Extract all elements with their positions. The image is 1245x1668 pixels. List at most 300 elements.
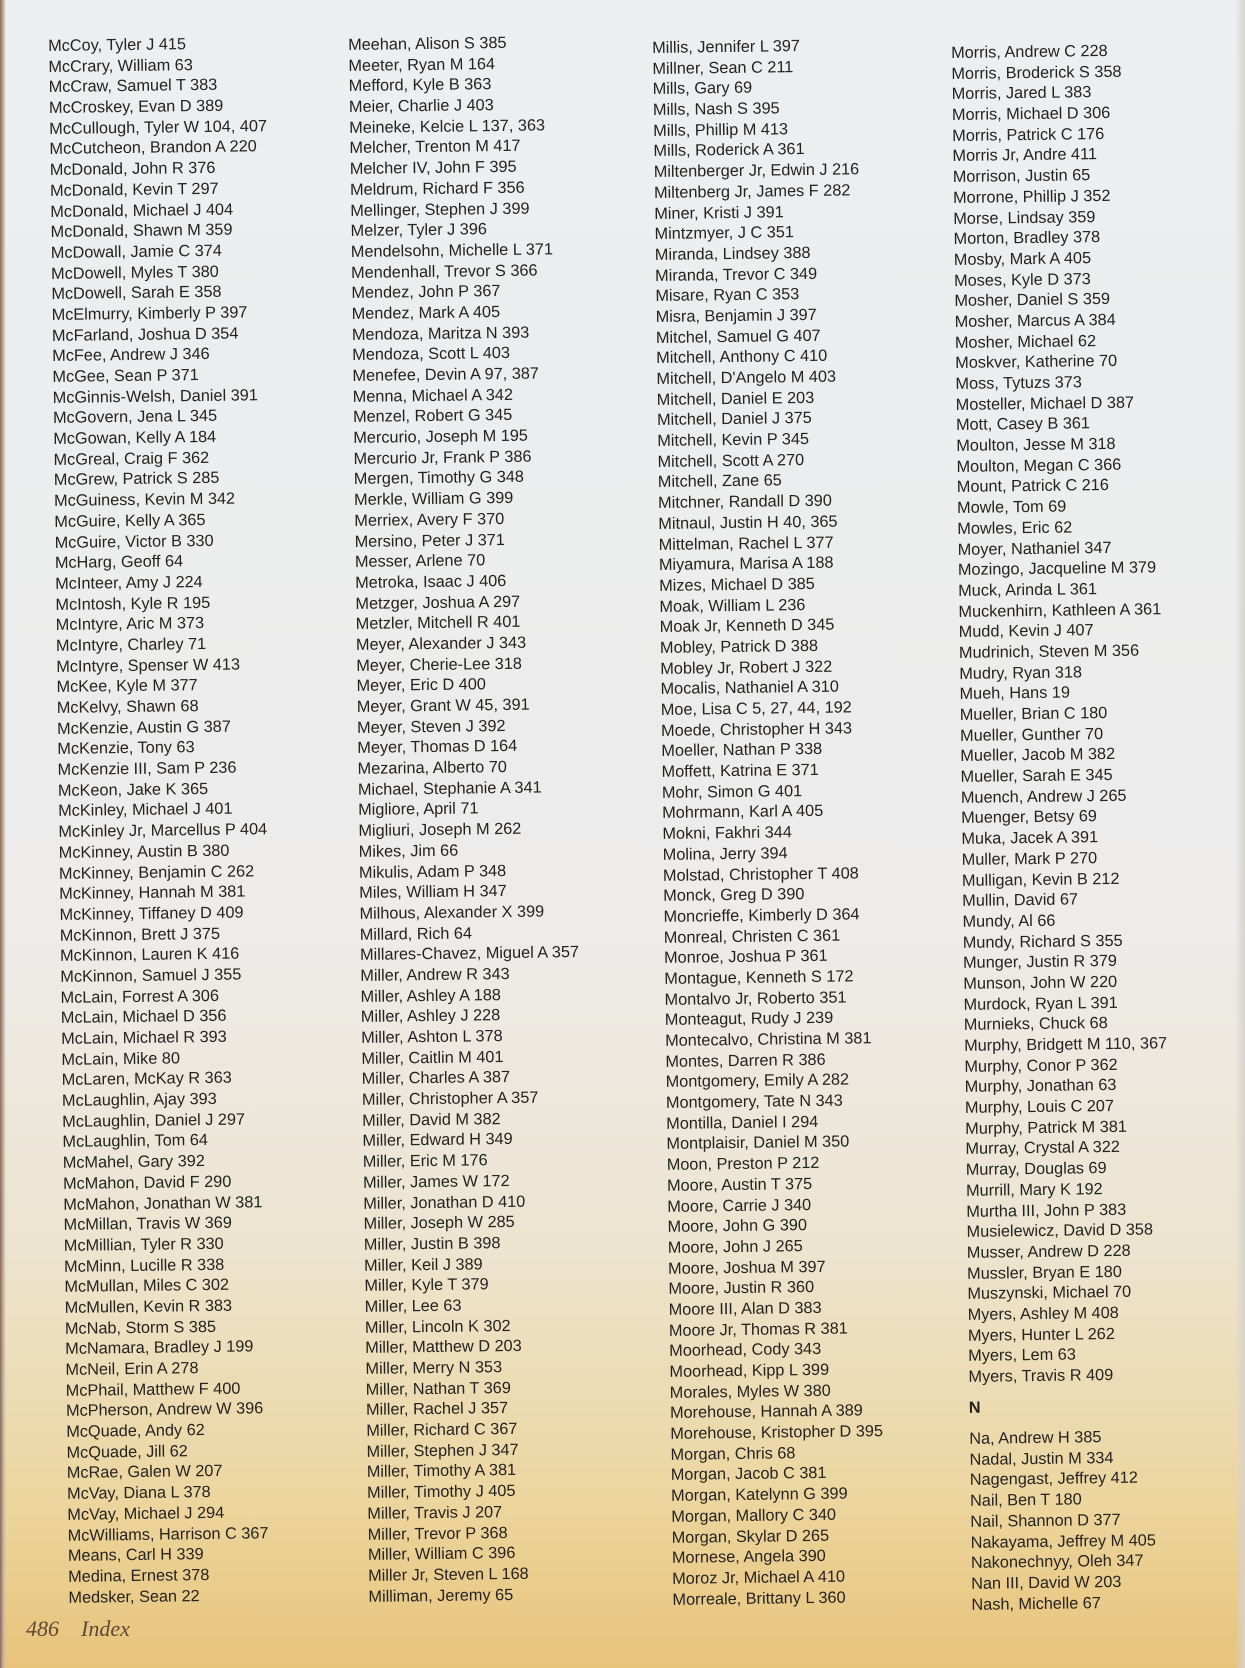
index-entry: McMahon, David F 290 — [62, 1172, 232, 1193]
index-entry: Migliuri, Joseph M 262 — [358, 819, 522, 841]
index-entry: Moore III, Alan D 383 — [668, 1298, 822, 1319]
index-entry: Monreal, Christen C 361 — [663, 926, 841, 947]
index-entry: Moore, John J 265 — [667, 1237, 803, 1257]
index-entry: McFarland, Joshua D 354 — [51, 324, 239, 345]
index-entry: Mills, Gary 69 — [652, 79, 753, 99]
index-entry: Mosher, Michael 62 — [954, 331, 1097, 352]
index-entry: Montilla, Daniel I 294 — [666, 1112, 819, 1133]
index-entry: McKinnon, Samuel J 355 — [60, 965, 242, 986]
index-entry: Morris, Michael D 306 — [951, 103, 1111, 125]
index-entry: Murrill, Mary K 192 — [965, 1179, 1103, 1200]
index-entry: Moroz Jr, Michael A 410 — [672, 1567, 846, 1588]
section-letter-heading: N — [968, 1398, 981, 1417]
index-entry: McMillan, Travis W 369 — [63, 1213, 232, 1235]
index-entry: Mezarina, Alberto 70 — [357, 758, 508, 778]
index-entry: Miller, Lincoln K 302 — [364, 1316, 511, 1337]
index-entry: Moe, Lisa C 5, 27, 44, 192 — [660, 698, 852, 719]
index-entry: Messer, Arlene 70 — [354, 551, 486, 572]
index-entry: McGuire, Kelly A 365 — [54, 510, 206, 531]
index-entry: Miner, Kristi J 391 — [654, 202, 784, 223]
index-entry: McKenzie, Tony 63 — [57, 738, 195, 759]
index-entry: Menefee, Devin A 97, 387 — [352, 364, 540, 385]
index-entry: Mosher, Daniel S 359 — [954, 290, 1111, 311]
index-entry: Miller, James W 172 — [362, 1171, 510, 1192]
index-entry: Mueller, Brian C 180 — [959, 704, 1108, 724]
index-entry: Na, Andrew H 385 — [969, 1428, 1102, 1448]
index-entry: Meyer, Cherie-Lee 318 — [356, 654, 522, 675]
index-entry: Mercurio, Joseph M 195 — [353, 426, 529, 448]
index-entry: Moorhead, Cody 343 — [669, 1340, 822, 1361]
index-entry: McCutcheon, Brandon A 220 — [49, 137, 257, 159]
index-entry: Moore, Joshua M 397 — [667, 1257, 826, 1278]
index-entry: McMullen, Kevin R 383 — [64, 1296, 233, 1317]
index-entry: McQuade, Jill 62 — [66, 1442, 188, 1462]
index-entry: McHarg, Geoff 64 — [54, 552, 184, 573]
index-entry: McRae, Galen W 207 — [66, 1462, 223, 1483]
index-entry: McGuire, Victor B 330 — [54, 531, 214, 552]
index-entry: Morris, Broderick S 358 — [951, 62, 1122, 83]
index-entry: Mitchell, Scott A 270 — [657, 450, 805, 471]
index-entry: Mitnaul, Justin H 40, 365 — [658, 512, 838, 533]
index-column-2 — [348, 32, 588, 1607]
index-entry: Moon, Preston P 212 — [666, 1154, 820, 1175]
index-entry: Muenger, Betsy 69 — [961, 807, 1098, 828]
index-entry: Mintzmyer, J C 351 — [654, 223, 795, 244]
index-entry: Miller, Ashley A 188 — [360, 985, 501, 1006]
index-entry: McKinney, Hannah M 381 — [59, 882, 246, 904]
index-entry: Mizes, Michael D 385 — [659, 574, 815, 595]
index-entry: McKinnon, Lauren K 416 — [59, 944, 240, 966]
index-entry: Montes, Darren R 386 — [665, 1050, 826, 1071]
page-edge-shadow — [1235, 0, 1245, 1668]
index-entry: Meyer, Thomas D 164 — [357, 737, 518, 758]
index-entry: Mergen, Timothy G 348 — [353, 468, 525, 489]
index-entry: McKinley Jr, Marcellus P 404 — [58, 820, 268, 842]
index-entry: McMillian, Tyler R 330 — [63, 1234, 224, 1255]
index-entry: Miller, Eric M 176 — [362, 1151, 488, 1172]
index-column-4 — [951, 40, 1175, 1615]
index-entry: McDowell, Myles T 380 — [50, 262, 219, 283]
index-entry: Morgan, Jacob C 381 — [670, 1464, 827, 1485]
index-entry: Montplaisir, Daniel M 350 — [666, 1132, 850, 1154]
index-entry: McNab, Storm S 385 — [64, 1317, 217, 1338]
index-entry: Mueller, Sarah E 345 — [960, 766, 1113, 786]
index-entry: Morehouse, Kristopher D 395 — [670, 1422, 884, 1443]
index-entry: McCullough, Tyler W 104, 407 — [49, 116, 268, 138]
index-entry: McKenzie III, Sam P 236 — [57, 758, 237, 779]
index-entry: Moore Jr, Thomas R 381 — [668, 1319, 848, 1340]
index-entry: McDonald, Michael J 404 — [50, 200, 234, 221]
index-entry: Murphy, Patrick M 381 — [965, 1117, 1127, 1138]
index-entry: Menna, Michael A 342 — [352, 385, 514, 406]
index-entry: McDowell, Sarah E 358 — [51, 283, 222, 304]
index-entry: Miranda, Trevor C 349 — [654, 264, 818, 285]
index-entry: Melzer, Tyler J 396 — [350, 220, 488, 241]
index-entry: Moore, Justin R 360 — [668, 1278, 815, 1299]
index-entry: Meyer, Eric D 400 — [356, 675, 487, 696]
index-entry: Mowles, Eric 62 — [957, 518, 1073, 538]
index-entry: Mohrmann, Karl A 405 — [662, 802, 824, 823]
index-entry: Merriex, Avery F 370 — [354, 509, 505, 530]
index-entry: Monteagut, Rudy J 239 — [664, 1009, 834, 1030]
index-entry: Mikes, Jim 66 — [358, 841, 459, 861]
index-entry: McQuade, Andy 62 — [66, 1421, 205, 1441]
index-entry: Mills, Nash S 395 — [652, 99, 780, 120]
index-entry: McGreal, Craig F 362 — [53, 448, 210, 469]
index-entry: McDonald, Kevin T 297 — [49, 179, 219, 200]
index-column-1 — [48, 33, 286, 1608]
index-entry: Nadal, Justin M 334 — [969, 1448, 1114, 1469]
index-entry: Millis, Jennifer L 397 — [652, 37, 801, 57]
index-entry: McCraw, Samuel T 383 — [48, 76, 218, 97]
index-entry: Miller, Jonathan D 410 — [363, 1192, 526, 1213]
index-entry: Monroe, Joshua P 361 — [663, 947, 828, 968]
index-entry: Mussler, Bryan E 180 — [966, 1262, 1122, 1283]
index-entry: Moore, John G 390 — [667, 1216, 808, 1237]
index-entry: Medina, Ernest 378 — [68, 1565, 210, 1586]
index-entry: Morgan, Mallory C 340 — [671, 1505, 837, 1526]
index-entry: Metzler, Mitchell R 401 — [355, 613, 521, 634]
index-entry: Metzger, Joshua A 297 — [355, 592, 521, 613]
index-entry: McLain, Mike 80 — [61, 1049, 181, 1069]
index-entry: McKinley, Michael J 401 — [58, 800, 233, 821]
index-entry: Murdock, Ryan L 391 — [963, 993, 1118, 1014]
index-entry: Mullin, David 67 — [962, 890, 1079, 911]
index-entry: Miyamura, Marisa A 188 — [658, 553, 834, 575]
index-entry: Moede, Christopher H 343 — [660, 719, 853, 740]
index-entry: Morrone, Phillip J 352 — [952, 186, 1111, 207]
index-entry: Murray, Douglas 69 — [965, 1159, 1107, 1180]
index-entry: Murtha III, John P 383 — [966, 1200, 1127, 1221]
index-entry: Moffett, Katrina E 371 — [661, 760, 819, 781]
index-entry: McLaughlin, Ajay 393 — [61, 1089, 217, 1110]
index-entry: Mount, Patrick C 216 — [956, 476, 1109, 497]
index-entry: Morris, Andrew C 228 — [951, 41, 1108, 62]
index-entry: Mott, Casey B 361 — [955, 414, 1091, 435]
index-entry: McDonald, Shawn M 359 — [50, 220, 233, 242]
index-entry: Muench, Andrew J 265 — [960, 786, 1127, 807]
index-entry: McLain, Michael R 393 — [61, 1027, 227, 1048]
index-entry: Miller, Christopher A 357 — [361, 1088, 539, 1109]
index-entry: Munger, Justin R 379 — [962, 952, 1118, 973]
index-entry: Morgan, Chris 68 — [670, 1443, 796, 1464]
index-entry: Miller, Keil J 389 — [363, 1254, 483, 1275]
index-entry: Misare, Ryan C 353 — [655, 285, 800, 306]
index-entry: Michael, Stephanie A 341 — [357, 778, 542, 799]
index-entry: Murphy, Conor P 362 — [964, 1055, 1118, 1076]
index-entry: McElmurry, Kimberly P 397 — [51, 303, 248, 324]
index-entry: Mobley, Patrick D 388 — [659, 636, 819, 657]
index-entry: Nakonechnyy, Oleh 347 — [970, 1551, 1144, 1573]
index-entry: McKinney, Benjamin C 262 — [58, 861, 255, 883]
index-entry: McLaren, McKay R 363 — [61, 1069, 232, 1090]
index-entry: Miller, William C 396 — [367, 1544, 516, 1565]
index-entry: Miller, Merry N 353 — [365, 1358, 503, 1378]
index-entry: McCoy, Tyler J 415 — [48, 35, 187, 55]
index-entry: Mueller, Jacob M 382 — [960, 745, 1116, 766]
index-entry: Mellinger, Stephen J 399 — [350, 199, 530, 220]
index-entry: McKinnon, Brett J 375 — [59, 924, 221, 945]
index-entry: Muller, Mark P 270 — [961, 848, 1098, 869]
index-entry: Mercurio Jr, Frank P 386 — [353, 447, 532, 468]
index-entry: Mulligan, Kevin B 212 — [961, 869, 1120, 890]
index-entry: McPherson, Andrew W 396 — [65, 1399, 264, 1421]
index-entry: Milliman, Jeremy 65 — [368, 1585, 514, 1606]
page-number: 486 — [26, 1616, 59, 1641]
index-entry: Miller, Kyle T 379 — [364, 1275, 489, 1296]
index-entry: Millner, Sean C 211 — [652, 57, 794, 78]
index-entry: Moore, Austin T 375 — [666, 1174, 813, 1195]
index-entry: McKinney, Tiffaney D 409 — [59, 903, 244, 924]
index-entry: McNamara, Bradley J 199 — [65, 1337, 254, 1359]
index-entry: Miller, Ashley J 228 — [360, 1006, 501, 1027]
index-entry: Murphy, Louis C 207 — [964, 1097, 1115, 1117]
index-entry: McKinney, Austin B 380 — [58, 841, 230, 862]
index-entry: Mendoza, Maritza N 393 — [351, 323, 530, 344]
index-entry: McIntosh, Kyle R 195 — [55, 593, 211, 614]
index-entry: Moorhead, Kipp L 399 — [669, 1360, 830, 1381]
index-entry: McMahel, Gary 392 — [62, 1152, 205, 1173]
index-entry: Mohr, Simon G 401 — [661, 781, 803, 802]
index-entry: Mobley Jr, Robert J 322 — [660, 657, 833, 678]
index-entry: Montalvo Jr, Roberto 351 — [664, 988, 847, 1009]
index-entry: Murnieks, Chuck 68 — [963, 1014, 1108, 1035]
index-entry: Migliore, April 71 — [358, 799, 479, 820]
index-entry: Miles, William H 347 — [359, 882, 507, 903]
index-entry: McVay, Diana L 378 — [66, 1483, 211, 1503]
index-entry: Mitchel, Samuel G 407 — [655, 326, 821, 347]
index-entry: McGinnis-Welsh, Daniel 391 — [52, 385, 258, 407]
index-entry: Moskver, Katherine 70 — [955, 352, 1118, 373]
index-entry: Morgan, Katelynn G 399 — [670, 1484, 848, 1505]
index-entry: Nakayama, Jeffrey M 405 — [970, 1530, 1156, 1552]
index-entry: Means, Carl H 339 — [67, 1545, 204, 1566]
index-entry: Murray, Crystal A 322 — [965, 1138, 1121, 1159]
index-entry: McFee, Andrew J 346 — [52, 345, 210, 366]
index-entry: McLain, Michael D 356 — [60, 1007, 227, 1028]
index-entry: Murphy, Bridgett M 110, 367 — [964, 1034, 1168, 1055]
index-entry: Miller, Matthew D 203 — [365, 1337, 522, 1358]
index-entry: Menzel, Robert G 345 — [352, 406, 513, 427]
index-entry: Morrison, Justin 65 — [952, 166, 1091, 187]
index-entry: Mosby, Mark A 405 — [953, 249, 1092, 269]
index-entry: Miller, Travis J 207 — [367, 1502, 503, 1523]
index-entry: Mitchell, Anthony C 410 — [656, 347, 828, 368]
index-entry: Moak, William L 236 — [659, 595, 806, 616]
index-entry: Meyer, Alexander J 343 — [355, 633, 527, 654]
index-entry: Millard, Rich 64 — [359, 924, 473, 944]
index-entry: Moak Jr, Kenneth D 345 — [659, 615, 835, 637]
index-entry: Nagengast, Jeffrey 412 — [969, 1469, 1138, 1490]
index-entry: Nail, Shannon D 377 — [970, 1510, 1121, 1531]
index-entry: Miller, Timothy A 381 — [366, 1461, 517, 1482]
index-entry: Misra, Benjamin J 397 — [655, 305, 817, 326]
index-entry: Milhous, Alexander X 399 — [359, 902, 545, 923]
index-entry: Miller, Joseph W 285 — [363, 1213, 515, 1234]
index-entry: Nan III, David W 203 — [971, 1572, 1122, 1593]
index-entry: Miller, Rachel J 357 — [365, 1399, 509, 1420]
index-entry: McMahon, Jonathan W 381 — [63, 1192, 263, 1214]
index-entry: Mendenhall, Trevor S 366 — [350, 261, 538, 282]
index-entry: Musielewicz, David D 358 — [966, 1220, 1154, 1242]
index-entry: Mitchell, Kevin P 345 — [657, 430, 810, 451]
index-entry: McWilliams, Harrison C 367 — [67, 1523, 269, 1545]
index-entry: Nail, Ben T 180 — [969, 1490, 1082, 1511]
index-entry: Mikulis, Adam P 348 — [358, 861, 507, 882]
index-entry: McKenzie, Austin G 387 — [56, 717, 231, 738]
index-entry: Mefford, Kyle B 363 — [348, 75, 492, 96]
index-entry: Montague, Kenneth S 172 — [664, 967, 854, 988]
index-entry: Meier, Charlie J 403 — [348, 96, 494, 117]
page-footer — [26, 1616, 130, 1642]
index-entry: Myers, Ashley M 408 — [967, 1303, 1119, 1324]
index-entry: Miller, Timothy J 405 — [366, 1482, 516, 1502]
index-entry: Meldrum, Richard F 356 — [349, 178, 525, 199]
index-entry: Moore, Carrie J 340 — [667, 1195, 812, 1216]
index-entry: Molstad, Christopher T 408 — [662, 863, 859, 885]
index-entry: Morris, Jared L 383 — [951, 83, 1092, 104]
index-entry: Mills, Roderick A 361 — [653, 140, 805, 161]
index-entry: Miller, Stephen J 347 — [366, 1440, 519, 1461]
index-entry: Miltenberg Jr, James F 282 — [653, 181, 851, 202]
index-entry: Millares-Chavez, Miguel A 357 — [359, 943, 580, 965]
index-entry: Medsker, Sean 22 — [68, 1586, 200, 1607]
index-entry: Moulton, Megan C 366 — [956, 455, 1122, 476]
index-entry: Miller, Richard C 367 — [366, 1419, 518, 1440]
book-spine-edge — [0, 0, 6, 1668]
index-entry: Mudd, Kevin J 407 — [958, 621, 1094, 642]
index-entry: Morris, Patrick C 176 — [952, 124, 1105, 145]
index-entry: Muka, Jacek A 391 — [961, 828, 1099, 849]
index-entry: Meyer, Steven J 392 — [356, 716, 506, 737]
index-entry: Morehouse, Hannah A 389 — [669, 1401, 863, 1423]
index-entry: Morales, Myles W 380 — [669, 1381, 831, 1402]
index-entry: McGee, Sean P 371 — [52, 366, 199, 386]
index-entry: Merkle, William G 399 — [353, 489, 514, 510]
index-entry: Mendoza, Scott L 403 — [352, 344, 511, 365]
index-entry: Montgomery, Emily A 282 — [665, 1070, 850, 1092]
index-entry: Mendez, Mark A 405 — [351, 302, 501, 323]
index-entry: Miller, Charles A 387 — [361, 1068, 511, 1089]
index-entry: Mitchell, Zane 65 — [657, 471, 782, 492]
index-entry: Mundy, Al 66 — [962, 911, 1056, 931]
index-entry: McGowan, Kelly A 184 — [53, 427, 217, 449]
index-entry: Mitchner, Randall D 390 — [657, 491, 832, 513]
index-entry: Mueller, Gunther 70 — [959, 724, 1104, 745]
index-entry: Miranda, Lindsey 388 — [654, 243, 811, 264]
index-column-3 — [652, 35, 885, 1610]
index-entry: Mowle, Tom 69 — [956, 497, 1067, 518]
index-entry: Morgan, Skylar D 265 — [671, 1526, 830, 1547]
index-entry: Mocalis, Nathaniel A 310 — [660, 677, 839, 699]
index-entry: Morris Jr, Andre 411 — [952, 145, 1098, 166]
index-entry: McLaughlin, Daniel J 297 — [62, 1110, 246, 1131]
index-entry: McMullan, Miles C 302 — [64, 1275, 230, 1297]
index-entry: Miller Jr, Steven L 168 — [368, 1564, 529, 1585]
index-entry: Meyer, Grant W 45, 391 — [356, 695, 530, 716]
index-entry: Miller, Lee 63 — [364, 1296, 462, 1316]
index-entry: Mitchell, Daniel J 375 — [656, 409, 812, 430]
index-entry: McIntyre, Aric M 373 — [55, 614, 205, 635]
index-entry: Moncrieffe, Kimberly D 364 — [663, 905, 860, 926]
index-entry: Myers, Travis R 409 — [968, 1365, 1114, 1386]
index-entry: Mittelman, Rachel L 377 — [658, 533, 834, 554]
index-entry: Murphy, Jonathan 63 — [964, 1076, 1117, 1097]
index-entry: Mersino, Peter J 371 — [354, 530, 505, 551]
index-entry: Nash, Michelle 67 — [971, 1593, 1101, 1614]
index-entry: McIntyre, Charley 71 — [55, 634, 207, 655]
index-entry: Miller, Justin B 398 — [363, 1233, 501, 1254]
index-entry: Molina, Jerry 394 — [662, 844, 788, 864]
index-entry: McNeil, Erin A 278 — [65, 1359, 199, 1379]
index-entry: Muckenhirn, Kathleen A 361 — [958, 599, 1162, 621]
index-entry: McDonald, John R 376 — [49, 158, 216, 180]
index-entry: Miller, Caitlin M 401 — [361, 1047, 504, 1068]
index-entry: Mitchell, D'Angelo M 403 — [656, 367, 837, 388]
index-entry: Monck, Greg D 390 — [663, 885, 805, 906]
index-entry: McLaughlin, Tom 64 — [62, 1131, 209, 1152]
index-entry: Miller, David M 382 — [362, 1109, 501, 1130]
index-entry: Miller, Trevor P 368 — [367, 1523, 508, 1544]
index-entry: Moses, Kyle D 373 — [953, 269, 1091, 290]
index-entry: McDowall, Jamie C 374 — [50, 241, 222, 262]
index-entry: Myers, Hunter L 262 — [967, 1324, 1115, 1345]
index-entry: Miller, Nathan T 369 — [365, 1378, 511, 1399]
index-entry: Morton, Bradley 378 — [953, 228, 1101, 249]
index-entry: Muck, Arinda L 361 — [958, 580, 1098, 600]
index-entry: Melcher, Trenton M 417 — [349, 137, 521, 158]
index-entry: Mundy, Richard S 355 — [962, 931, 1123, 952]
index-entry: Mosher, Marcus A 384 — [954, 310, 1116, 331]
index-entry: Musser, Andrew D 228 — [966, 1241, 1131, 1262]
index-entry: Muszynski, Michael 70 — [967, 1282, 1132, 1304]
index-entry: Myers, Lem 63 — [968, 1345, 1076, 1366]
index-entry: McIntyre, Spenser W 413 — [56, 655, 241, 676]
index-entry: Miller, Andrew R 343 — [360, 964, 510, 985]
index-entry: Mornese, Angela 390 — [671, 1547, 826, 1568]
index-entry: Meeter, Ryan M 164 — [348, 54, 496, 75]
index-entry: Montecalvo, Christina M 381 — [665, 1029, 872, 1050]
index-entry: Montgomery, Tate N 343 — [665, 1091, 843, 1112]
index-entry: Moyer, Nathaniel 347 — [957, 538, 1112, 559]
index-entry: Mitchell, Daniel E 203 — [656, 388, 815, 409]
index-entry: Moeller, Nathan P 338 — [661, 740, 823, 761]
index-entry: McKee, Kyle M 377 — [56, 676, 198, 697]
index-entry: Miller, Edward H 349 — [362, 1130, 513, 1151]
index-entry: Miltenberger Jr, Edwin J 216 — [653, 160, 860, 182]
index-entry: McCrary, William 63 — [48, 55, 193, 76]
index-entry: Mendelsohn, Michelle L 371 — [350, 240, 554, 261]
index-entry: McKeon, Jake K 365 — [57, 779, 209, 800]
index-entry: Melcher IV, John F 395 — [349, 157, 517, 179]
index-entry: Mozingo, Jacqueline M 379 — [957, 558, 1157, 580]
index-entry: McLain, Forrest A 306 — [60, 986, 220, 1007]
index-entry: Mudrinich, Steven M 356 — [958, 641, 1140, 662]
index-entry: Moss, Tytuzs 373 — [955, 373, 1082, 393]
index-entry: Mills, Phillip M 413 — [653, 119, 789, 140]
index-entry: Mueh, Hans 19 — [959, 683, 1071, 704]
index-entry: McKelvy, Shawn 68 — [56, 697, 199, 717]
index-entry: Mendez, John P 367 — [351, 282, 501, 303]
section-title: Index — [81, 1616, 130, 1641]
index-entry: McGovern, Jena L 345 — [52, 407, 218, 428]
index-entry: Moulton, Jesse M 318 — [956, 434, 1116, 456]
index-entry: Mosteller, Michael D 387 — [955, 393, 1135, 414]
index-entry: McPhail, Matthew F 400 — [65, 1379, 241, 1400]
index-entry: Miller, Ashton L 378 — [361, 1027, 503, 1047]
index-entry: Metroka, Isaac J 406 — [355, 571, 507, 592]
index-entry: McGrew, Patrick S 285 — [53, 469, 220, 490]
